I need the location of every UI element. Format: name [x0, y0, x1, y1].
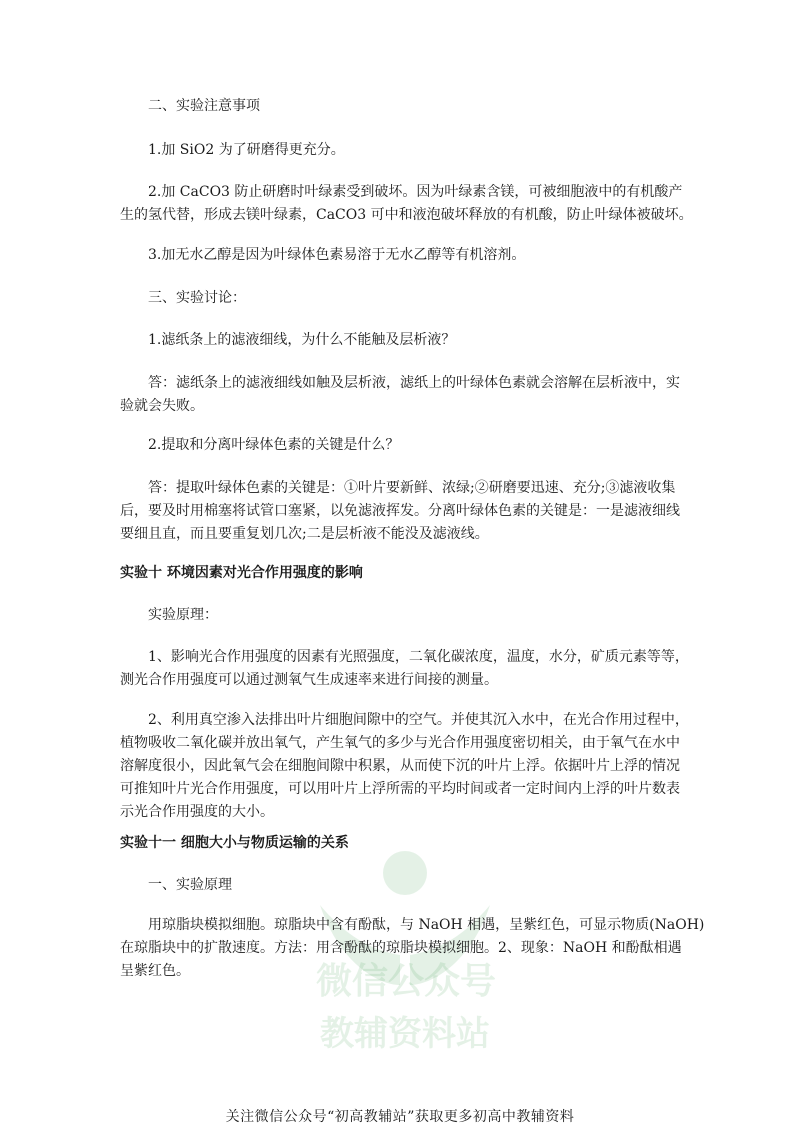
- experiment-10-title: 实验十 环境因素对光合作用强度的影响: [120, 565, 363, 581]
- watermark-text-wechat: 微信公众号: [315, 961, 496, 1002]
- watermark-text-site: 教辅资料站: [320, 1014, 490, 1054]
- exp11-principle-line-3: 呈紫红色。: [120, 963, 190, 979]
- note-2-line-2: 生的氢代替，形成去镁叶绿素，CaCO3 可中和液泡破坏释放的有机酸，防止叶绿体被破坏。: [120, 207, 693, 223]
- exp10-point-2-line-4: 可推知叶片光合作用强度，可以用叶片上浮所需的平均时间或者一定时间内上浮的叶片数表: [120, 781, 680, 797]
- answer-1-line-2: 验就会失败。: [120, 398, 204, 414]
- exp11-principle-line-2: 在琼脂块中的扩散速度。方法：用含酚酞的琼脂块模拟细胞。2、现象：NaOH 和酚酞相遇: [120, 940, 682, 956]
- section-2-title: 二、实验注意事项: [148, 98, 260, 114]
- note-2-cont: [120, 203, 693, 227]
- exp10-point-2-line-2: 植物吸收二氧化碳并放出氧气，产生氧气的多少与光合作用强度密切相关，由于氧气在水中: [120, 735, 680, 751]
- answer-2-line-1: 答：提取叶绿体色素的关键是：①叶片要新鲜、浓绿;②研磨要迅速、充分;③滤液收集: [148, 480, 676, 496]
- answer-2-line-3: 要细且直，而且要重复划几次;二是层析液不能没及滤液线。: [120, 526, 489, 542]
- experiment-10-principle: 实验原理：: [148, 607, 218, 623]
- exp10-point-2-line-3: 溶解度很小，因此氧气会在细胞间隙中积累，从而使下沉的叶片上浮。依据叶片上浮的情况: [120, 758, 680, 774]
- question-2: 2.提取和分离叶绿体色素的关键是什么？: [148, 437, 400, 453]
- exp10-point-1-line-2: 测光合作用强度可以通过测氧气生成速率来进行间接的测量。: [120, 672, 498, 688]
- exp10-point-1-line-1: 1、影响光合作用强度的因素有光照强度，二氧化碳浓度，温度，水分，矿质元素等等，: [148, 649, 689, 665]
- exp11-principle-line-1: 用琼脂块模拟细胞。琼脂块中含有酚酞，与 NaOH 相遇，呈紫红色，可显示物质(NaOH): [148, 917, 705, 933]
- exp10-point-2-line-5: 示光合作用强度的大小。: [120, 804, 274, 820]
- note-2-line-1: 2.加 CaCO3 防止研磨时叶绿素受到破坏。因为叶绿素含镁，可被细胞液中的有机酸产: [148, 184, 683, 200]
- section-3-title: 三、实验讨论：: [148, 290, 246, 306]
- question-1: 1.滤纸条上的滤液细线，为什么不能触及层析液？: [148, 332, 456, 348]
- note-3: 3.加无水乙醇是因为叶绿体色素易溶于无水乙醇等有机溶剂。: [148, 247, 526, 263]
- note-2: [148, 180, 718, 204]
- exp10-point-2-line-1: 2、利用真空渗入法排出叶片细胞间隙中的空气。并使其沉入水中，在光合作用过程中，: [148, 712, 689, 728]
- experiment-11-section-1: 一、实验原理: [148, 877, 232, 893]
- answer-1-line-1: 答：滤纸条上的滤液细线如触及层析液，滤纸上的叶绿体色素就会溶解在层析液中，实: [148, 375, 680, 391]
- experiment-11-title: 实验十一 细胞大小与物质运输的关系: [120, 835, 349, 851]
- page-footer: 关注微信公众号“初高教辅站”获取更多初高中教辅资料: [225, 1109, 575, 1125]
- answer-2-line-2: 后，要及时用棉塞将试管口塞紧，以免滤液挥发。分离叶绿体色素的关键是：一是滤液细线: [120, 503, 680, 519]
- note-1: 1.加 SiO2 为了研磨得更充分。: [148, 142, 345, 158]
